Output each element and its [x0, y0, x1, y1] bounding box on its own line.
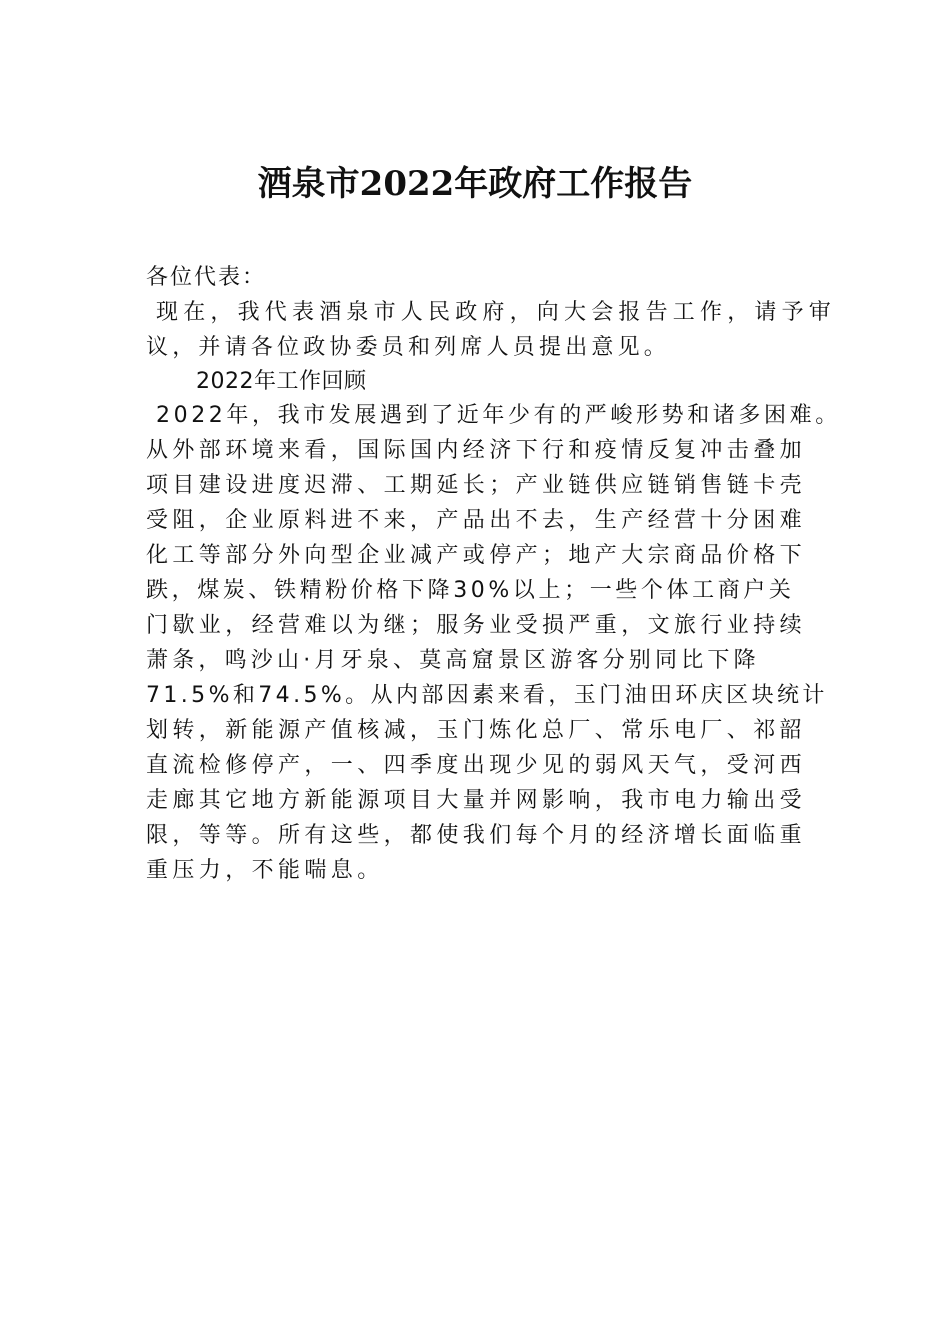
paragraph-line: 项目建设进度迟滞、工期延长；产业链供应链销售链卡壳 [146, 473, 807, 498]
paragraph-line: 71.5%和74.5%。从内部因素来看，玉门油田环庆区块统计 [146, 683, 828, 708]
paragraph-line: 萧条，鸣沙山·月牙泉、莫高窟景区游客分别同比下降 [146, 648, 760, 673]
paragraph-line: 门歇业，经营难以为继；服务业受损严重，文旅行业持续 [146, 613, 807, 638]
section-heading: 2022年工作回顾 [196, 369, 367, 394]
paragraph-line: 直流检修停产，一、四季度出现少见的弱风天气，受河西 [146, 753, 807, 778]
intro-line: 议，并请各位政协委员和列席人员提出意见。 [146, 335, 671, 360]
intro-line: 现在，我代表酒泉市人民政府，向大会报告工作，请予审 [156, 300, 837, 325]
document-title: 酒泉市2022年政府工作报告 [257, 164, 693, 204]
paragraph-line: 限，等等。所有这些，都使我们每个月的经济增长面临重 [146, 823, 807, 848]
paragraph-line: 受阻，企业原料进不来，产品出不去，生产经营十分困难 [146, 508, 807, 533]
paragraph-line: 化工等部分外向型企业减产或停产；地产大宗商品价格下 [146, 543, 807, 568]
paragraph-line: 跌，煤炭、铁精粉价格下降30%以上；一些个体工商户关 [146, 578, 795, 603]
paragraph-line: 从外部环境来看，国际国内经济下行和疫情反复冲击叠加 [146, 438, 807, 463]
paragraph-line: 走廊其它地方新能源项目大量并网影响，我市电力输出受 [146, 788, 807, 813]
salutation: 各位代表： [146, 265, 267, 290]
paragraph-line: 重压力，不能喘息。 [146, 858, 384, 883]
paragraph-line: 2022年，我市发展遇到了近年少有的严峻形势和诸多困难。 [156, 403, 841, 428]
paragraph-line: 划转，新能源产值核减，玉门炼化总厂、常乐电厂、祁韶 [146, 718, 807, 743]
